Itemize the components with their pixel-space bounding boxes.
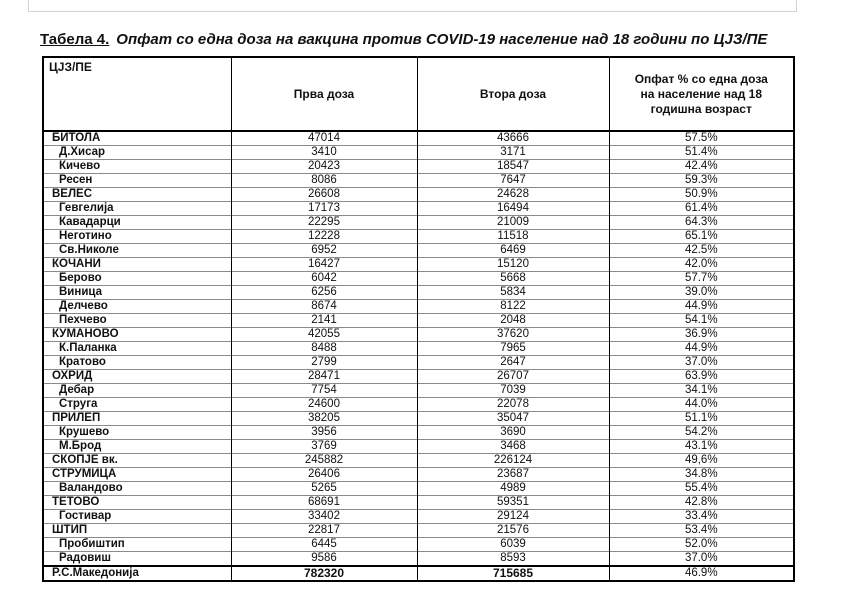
table-row: [43, 286, 794, 300]
coverage-value: 36.9%: [609, 328, 794, 342]
second-dose-value: 8593: [417, 552, 609, 567]
first-dose-value: 782320: [231, 566, 417, 581]
second-dose-value: 5668: [417, 272, 609, 286]
coverage-value: 42.4%: [609, 160, 794, 174]
region-label: Дебар: [43, 384, 231, 398]
region-label: Крушево: [43, 426, 231, 440]
first-dose-value: 26608: [231, 188, 417, 202]
second-dose-value: 7039: [417, 384, 609, 398]
second-dose-value: 3468: [417, 440, 609, 454]
region-label: Валандово: [43, 482, 231, 496]
second-dose-value: 6469: [417, 244, 609, 258]
second-dose-value: 7965: [417, 342, 609, 356]
col-header-region: ЦЈЗ/ПЕ: [43, 57, 231, 131]
coverage-value: 42.0%: [609, 258, 794, 272]
region-label: Радовиш: [43, 552, 231, 567]
coverage-value: 37.0%: [609, 552, 794, 567]
region-label: Берово: [43, 272, 231, 286]
region-label: БИТОЛА: [43, 131, 231, 146]
coverage-value: 54.2%: [609, 426, 794, 440]
region-label: К.Паланка: [43, 342, 231, 356]
second-dose-value: 7647: [417, 174, 609, 188]
coverage-value: 51.1%: [609, 412, 794, 426]
first-dose-value: 68691: [231, 496, 417, 510]
table-row: [43, 300, 794, 314]
table-row: [43, 370, 794, 384]
first-dose-value: 22817: [231, 524, 417, 538]
second-dose-value: 29124: [417, 510, 609, 524]
coverage-value: 61.4%: [609, 202, 794, 216]
cropped-frame-box: [28, 0, 797, 12]
first-dose-value: 245882: [231, 454, 417, 468]
table-row: [43, 146, 794, 160]
region-label: Д.Хисар: [43, 146, 231, 160]
second-dose-value: 3690: [417, 426, 609, 440]
first-dose-value: 8488: [231, 342, 417, 356]
coverage-value: 51.4%: [609, 146, 794, 160]
second-dose-value: 22078: [417, 398, 609, 412]
region-label: Пробиштип: [43, 538, 231, 552]
coverage-value: 65.1%: [609, 230, 794, 244]
first-dose-value: 5265: [231, 482, 417, 496]
table-row: [43, 566, 794, 581]
table-row: [43, 440, 794, 454]
coverage-value: 37.0%: [609, 356, 794, 370]
table-row: [43, 230, 794, 244]
coverage-value: 44.9%: [609, 300, 794, 314]
coverage-value: 34.8%: [609, 468, 794, 482]
coverage-value: 55.4%: [609, 482, 794, 496]
table-caption-text: Опфат со една доза на вакцина против COVID-19 население над 18 години по ЦЈЗ/ПЕ: [116, 31, 768, 48]
region-label: Р.С.Македонија: [43, 566, 231, 581]
first-dose-value: 12228: [231, 230, 417, 244]
region-label: ОХРИД: [43, 370, 231, 384]
first-dose-value: 17173: [231, 202, 417, 216]
coverage-value: 57.5%: [609, 131, 794, 146]
table-row: [43, 216, 794, 230]
first-dose-value: 3769: [231, 440, 417, 454]
first-dose-value: 8086: [231, 174, 417, 188]
table-row: [43, 202, 794, 216]
coverage-value: 57.7%: [609, 272, 794, 286]
second-dose-value: 24628: [417, 188, 609, 202]
coverage-value: 64.3%: [609, 216, 794, 230]
first-dose-value: 8674: [231, 300, 417, 314]
coverage-value: 59.3%: [609, 174, 794, 188]
col-header-second-dose: Втора доза: [417, 57, 609, 131]
table-row: [43, 342, 794, 356]
first-dose-value: 6256: [231, 286, 417, 300]
first-dose-value: 2141: [231, 314, 417, 328]
second-dose-value: 21576: [417, 524, 609, 538]
region-label: Кратово: [43, 356, 231, 370]
second-dose-value: 26707: [417, 370, 609, 384]
second-dose-value: 8122: [417, 300, 609, 314]
region-label: Струга: [43, 398, 231, 412]
region-label: Кавадарци: [43, 216, 231, 230]
table-row: [43, 510, 794, 524]
region-label: Виница: [43, 286, 231, 300]
region-label: Гевгелија: [43, 202, 231, 216]
coverage-value: 54.1%: [609, 314, 794, 328]
first-dose-value: 2799: [231, 356, 417, 370]
coverage-value: 49,6%: [609, 454, 794, 468]
second-dose-value: 37620: [417, 328, 609, 342]
coverage-value: 53.4%: [609, 524, 794, 538]
table-row: [43, 188, 794, 202]
table-row: [43, 426, 794, 440]
table-row: [43, 552, 794, 567]
coverage-value: 50.9%: [609, 188, 794, 202]
coverage-value: 39.0%: [609, 286, 794, 300]
second-dose-value: 6039: [417, 538, 609, 552]
region-label: Ресен: [43, 174, 231, 188]
first-dose-value: 47014: [231, 131, 417, 146]
region-label: СКОПЈЕ вк.: [43, 454, 231, 468]
second-dose-value: 5834: [417, 286, 609, 300]
first-dose-value: 9586: [231, 552, 417, 567]
region-label: Неготино: [43, 230, 231, 244]
first-dose-value: 6952: [231, 244, 417, 258]
table-row: [43, 131, 794, 146]
first-dose-value: 6445: [231, 538, 417, 552]
coverage-value: 46.9%: [609, 566, 794, 581]
second-dose-value: 2048: [417, 314, 609, 328]
table-row: [43, 538, 794, 552]
first-dose-value: 3410: [231, 146, 417, 160]
region-label: ТЕТОВО: [43, 496, 231, 510]
table-row: [43, 356, 794, 370]
region-label: Кичево: [43, 160, 231, 174]
table-row: [43, 524, 794, 538]
region-label: Св.Николе: [43, 244, 231, 258]
first-dose-value: 33402: [231, 510, 417, 524]
table-row: [43, 412, 794, 426]
first-dose-value: 6042: [231, 272, 417, 286]
coverage-value: 43.1%: [609, 440, 794, 454]
region-label: КОЧАНИ: [43, 258, 231, 272]
first-dose-value: 7754: [231, 384, 417, 398]
second-dose-value: 15120: [417, 258, 609, 272]
second-dose-value: 35047: [417, 412, 609, 426]
col-header-first-dose: Прва доза: [231, 57, 417, 131]
table-row: [43, 328, 794, 342]
region-label: М.Брод: [43, 440, 231, 454]
table-row: [43, 244, 794, 258]
table-row: [43, 258, 794, 272]
region-label: Пехчево: [43, 314, 231, 328]
coverage-value: 44.0%: [609, 398, 794, 412]
coverage-value: 42.5%: [609, 244, 794, 258]
second-dose-value: 11518: [417, 230, 609, 244]
region-label: ПРИЛЕП: [43, 412, 231, 426]
table-row: [43, 272, 794, 286]
table-row: [43, 468, 794, 482]
table-row: [43, 482, 794, 496]
second-dose-value: 4989: [417, 482, 609, 496]
first-dose-value: 26406: [231, 468, 417, 482]
table-row: [43, 314, 794, 328]
first-dose-value: 24600: [231, 398, 417, 412]
second-dose-value: 18547: [417, 160, 609, 174]
coverage-value: 63.9%: [609, 370, 794, 384]
second-dose-value: 2647: [417, 356, 609, 370]
second-dose-value: 3171: [417, 146, 609, 160]
second-dose-value: 23687: [417, 468, 609, 482]
first-dose-value: 38205: [231, 412, 417, 426]
table-caption: [40, 31, 767, 48]
region-label: Делчево: [43, 300, 231, 314]
region-label: КУМАНОВО: [43, 328, 231, 342]
table-row: [43, 398, 794, 412]
first-dose-value: 42055: [231, 328, 417, 342]
first-dose-value: 20423: [231, 160, 417, 174]
second-dose-value: 43666: [417, 131, 609, 146]
second-dose-value: 715685: [417, 566, 609, 581]
header-row: [43, 57, 794, 131]
first-dose-value: 28471: [231, 370, 417, 384]
table-row: [43, 384, 794, 398]
coverage-value: 42.8%: [609, 496, 794, 510]
table-row: [43, 160, 794, 174]
region-label: ВЕЛЕС: [43, 188, 231, 202]
region-label: ШТИП: [43, 524, 231, 538]
coverage-value: 52.0%: [609, 538, 794, 552]
second-dose-value: 226124: [417, 454, 609, 468]
region-label: Гостивар: [43, 510, 231, 524]
second-dose-value: 59351: [417, 496, 609, 510]
first-dose-value: 22295: [231, 216, 417, 230]
second-dose-value: 16494: [417, 202, 609, 216]
first-dose-value: 16427: [231, 258, 417, 272]
table-row: [43, 496, 794, 510]
region-label: СТРУМИЦА: [43, 468, 231, 482]
table-row: [43, 174, 794, 188]
first-dose-value: 3956: [231, 426, 417, 440]
second-dose-value: 21009: [417, 216, 609, 230]
table-row: [43, 454, 794, 468]
coverage-value: 34.1%: [609, 384, 794, 398]
coverage-value: 33.4%: [609, 510, 794, 524]
table-caption-number: Табела 4.: [40, 31, 110, 48]
col-header-coverage: Опфат % со една доза на население над 18 годишна возраст: [609, 57, 794, 131]
coverage-value: 44.9%: [609, 342, 794, 356]
vaccination-coverage-table: [42, 56, 795, 582]
